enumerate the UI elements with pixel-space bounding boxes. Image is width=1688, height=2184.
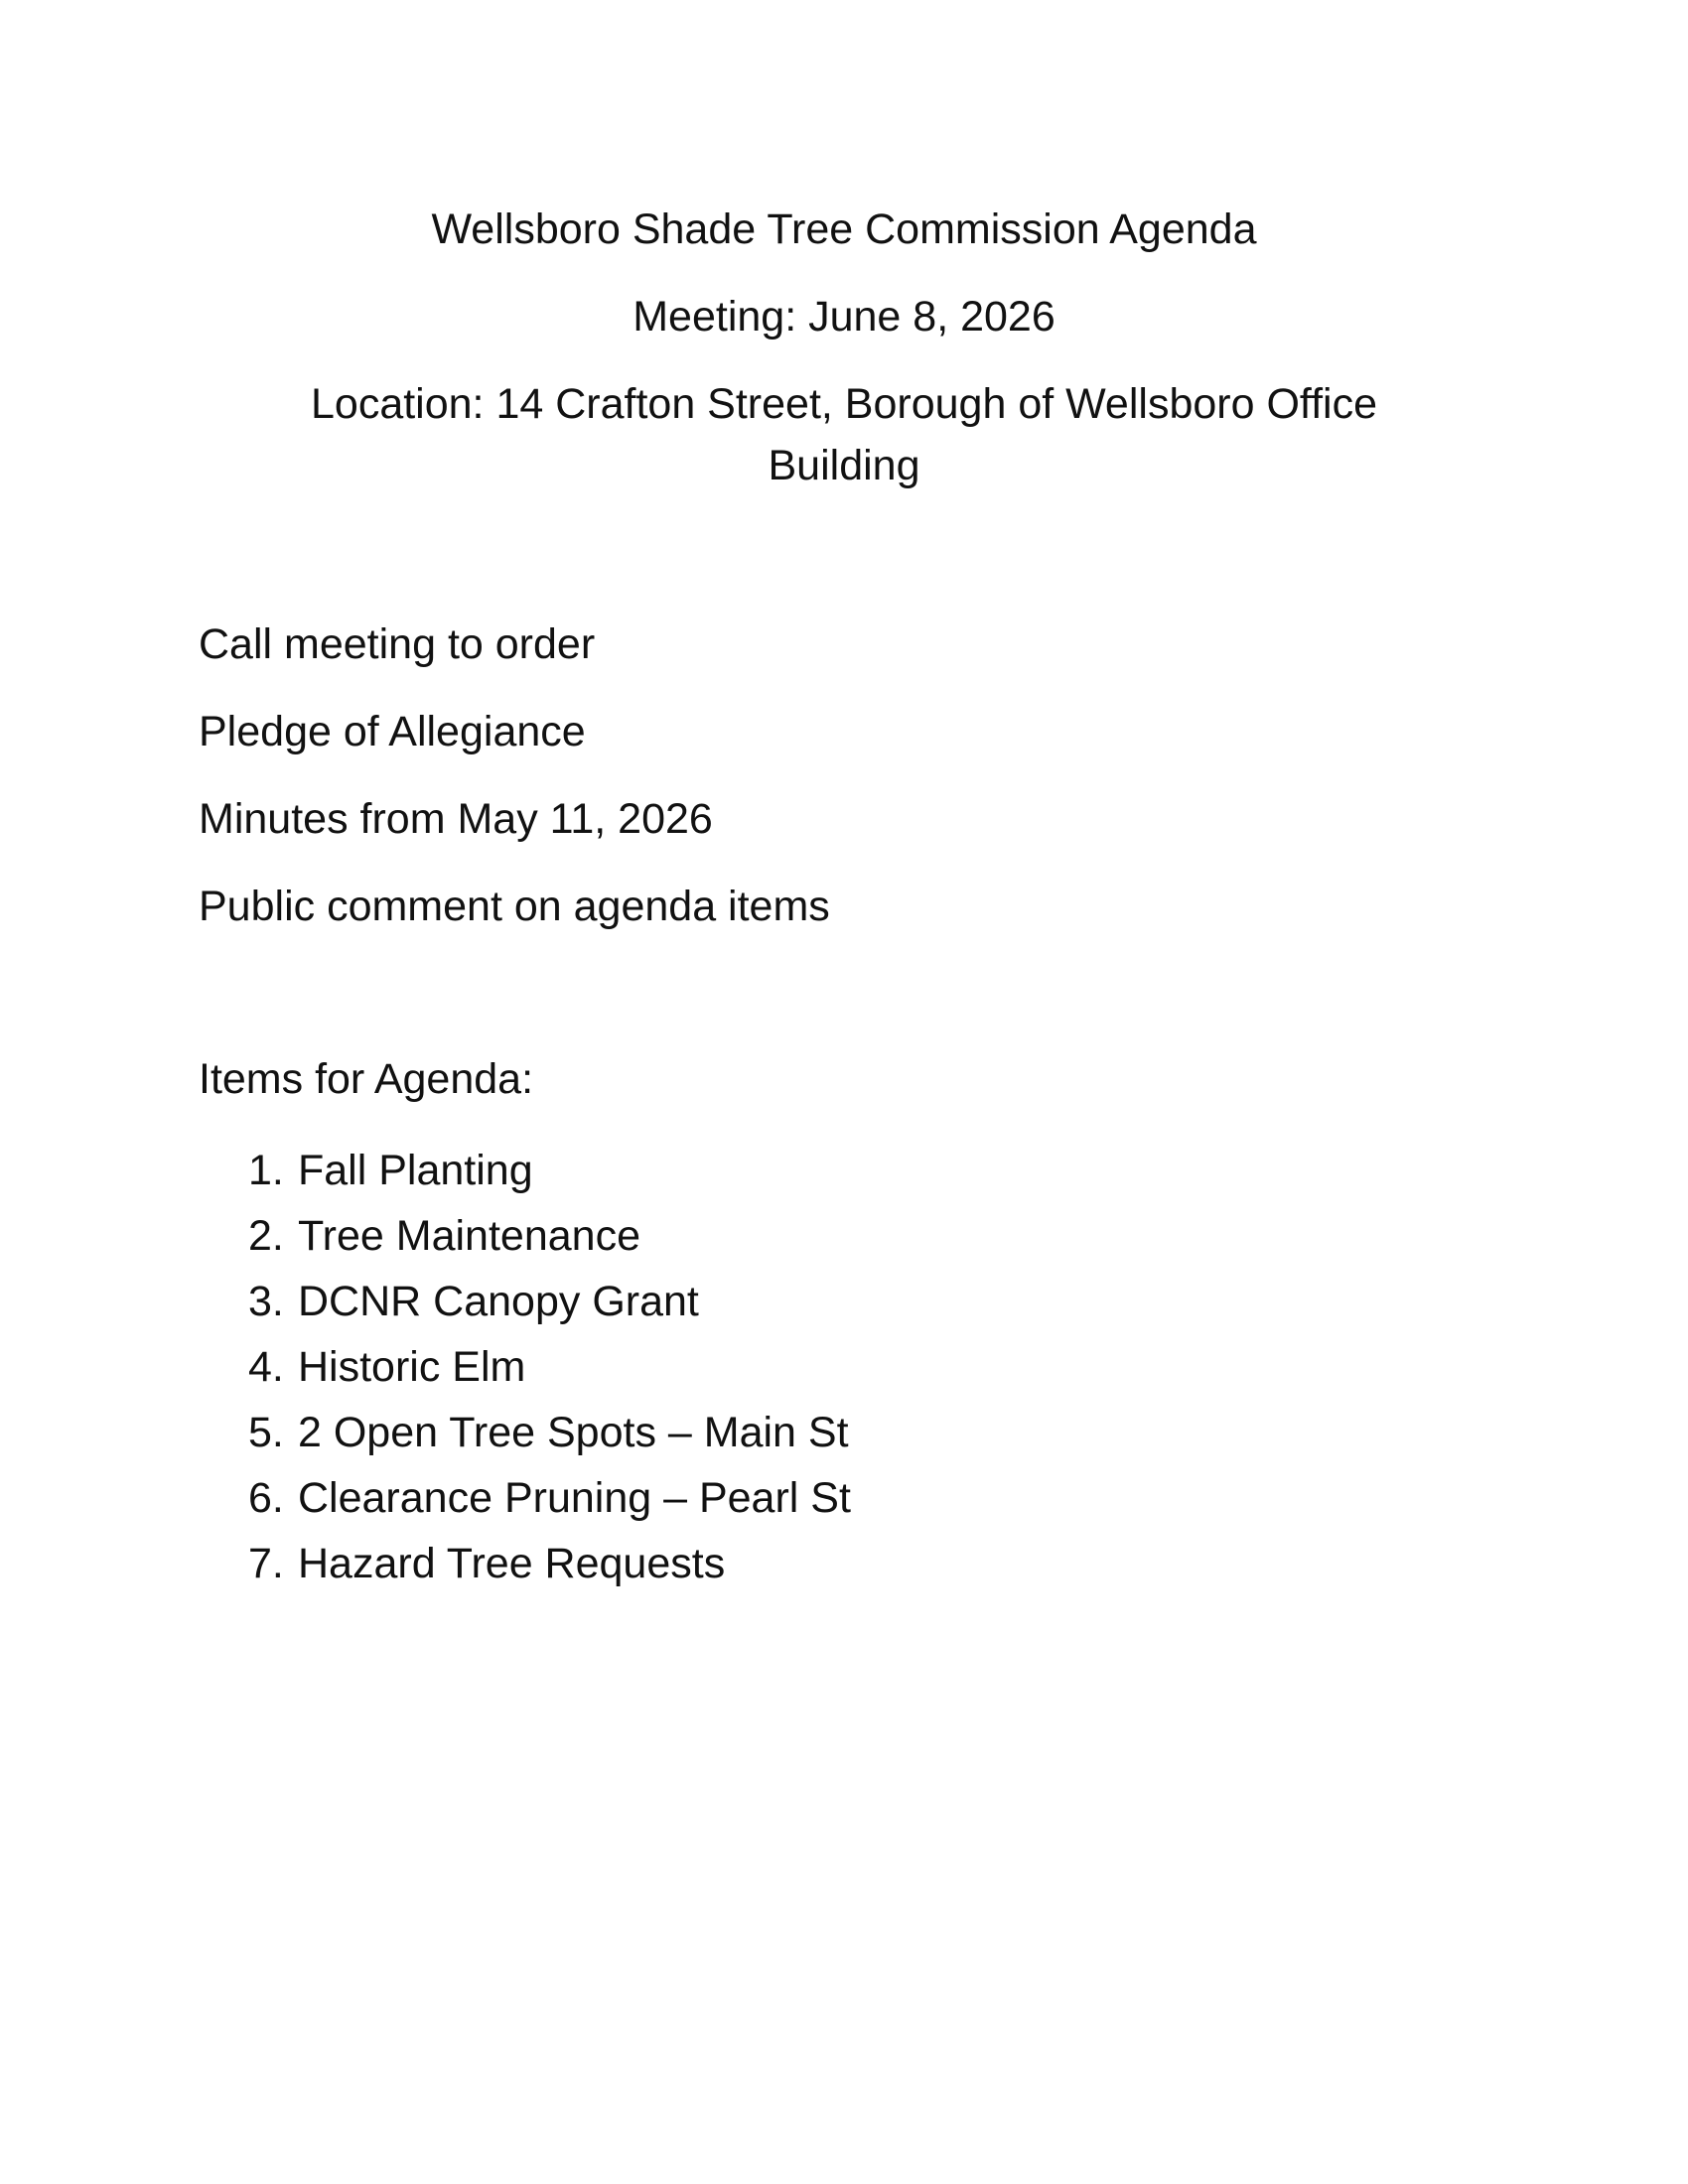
agenda-item-label: Fall Planting: [298, 1147, 533, 1194]
agenda-item-label: DCNR Canopy Grant: [298, 1278, 699, 1325]
agenda-item: [248, 1138, 851, 1203]
agenda-item-label: Tree Maintenance: [298, 1212, 640, 1260]
agenda-item-number: 7.: [248, 1540, 284, 1587]
preliminary-item: Public comment on agenda items: [199, 883, 830, 930]
meeting-date: Meeting: June 8, 2026: [633, 293, 1055, 341]
agenda-item-label: Clearance Pruning – Pearl St: [298, 1474, 851, 1522]
agenda-item-number: 3.: [248, 1278, 284, 1325]
agenda-item: [248, 1400, 851, 1465]
agenda-item-number: 6.: [248, 1474, 284, 1522]
agenda-item-number: 2.: [248, 1212, 284, 1260]
agenda-item: [248, 1465, 851, 1531]
document-title: Wellsboro Shade Tree Commission Agenda: [431, 205, 1257, 253]
agenda-header: [199, 199, 1489, 522]
agenda-list: [248, 1138, 851, 1596]
agenda-heading: Items for Agenda:: [199, 1055, 534, 1103]
agenda-item: [248, 1334, 851, 1400]
agenda-item-number: 4.: [248, 1343, 284, 1391]
agenda-item-number: 5.: [248, 1409, 284, 1456]
agenda-item: [248, 1531, 851, 1596]
preliminary-items: [199, 614, 830, 963]
meeting-location: Location: 14 Crafton Street, Borough of Wellsboro Office Building: [310, 380, 1377, 489]
agenda-item: [248, 1269, 851, 1334]
preliminary-item: Call meeting to order: [199, 620, 596, 668]
agenda-item-label: Historic Elm: [298, 1343, 526, 1391]
preliminary-item: Minutes from May 11, 2026: [199, 795, 713, 843]
agenda-item-label: Hazard Tree Requests: [298, 1540, 726, 1587]
preliminary-item: Pledge of Allegiance: [199, 708, 586, 755]
agenda-item: [248, 1203, 851, 1269]
agenda-item-label: 2 Open Tree Spots – Main St: [298, 1409, 849, 1456]
agenda-item-number: 1.: [248, 1147, 284, 1194]
